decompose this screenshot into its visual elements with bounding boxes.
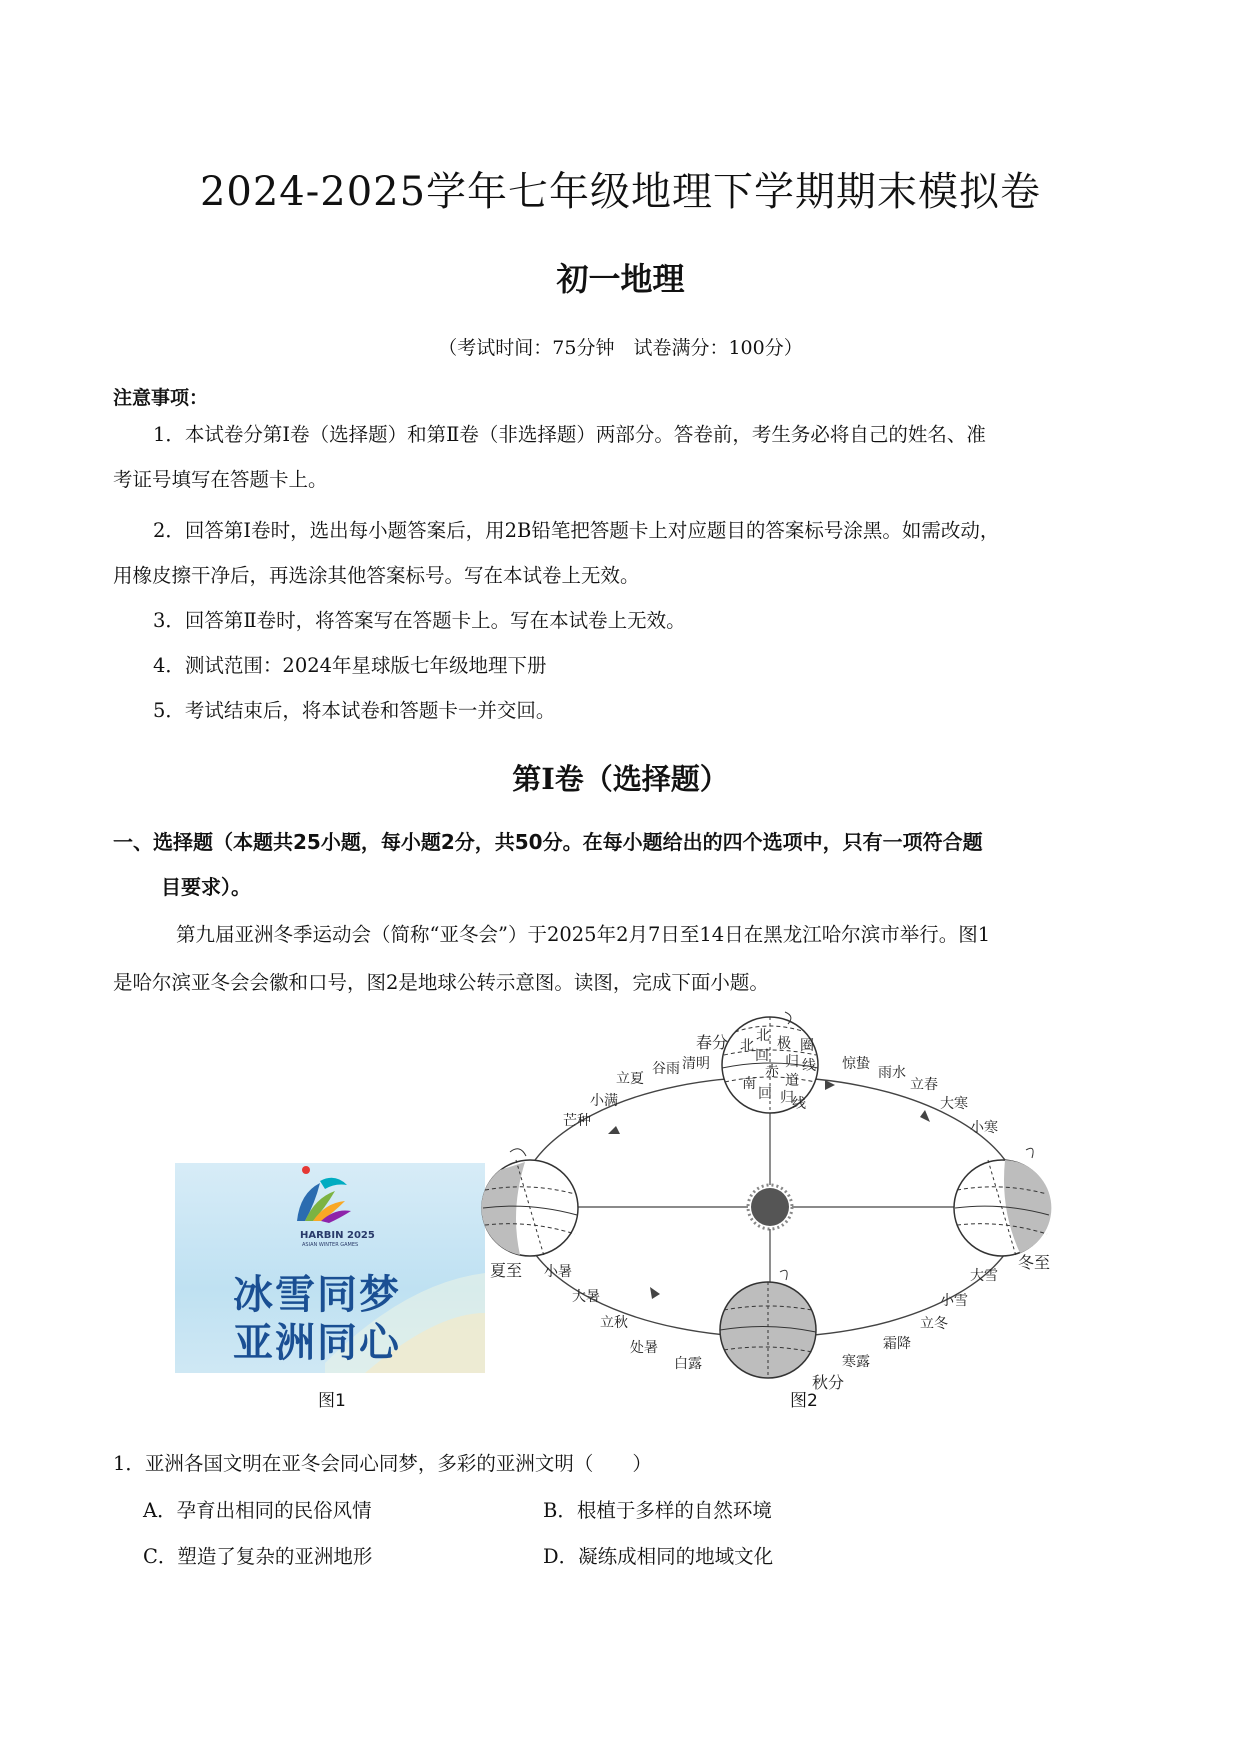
svg-text:小暑: 小暑 <box>544 1264 572 1280</box>
svg-text:清明: 清明 <box>682 1056 710 1072</box>
label-xiazhi: 夏至 <box>490 1261 523 1280</box>
question1-option-d: D．凝练成相同的地域文化 <box>543 1545 774 1568</box>
svg-text:线: 线 <box>792 1096 806 1112</box>
paper-title: 2024-2025学年七年级地理下学期期末模拟卷 <box>199 169 1042 215</box>
globe-summer <box>481 1149 578 1256</box>
notice-item-4: 4．测试范围：2024年星球版七年级地理下册 <box>153 654 547 677</box>
passage-line-2: 是哈尔滨亚冬会会徽和口号，图2是地球公转示意图。读图，完成下面小题。 <box>113 971 769 994</box>
svg-text:线: 线 <box>802 1058 816 1074</box>
notice-heading: 注意事项： <box>113 387 209 409</box>
svg-text:圈: 圈 <box>800 1038 814 1054</box>
label-dongzhi: 冬至 <box>1018 1253 1051 1272</box>
svg-text:归: 归 <box>780 1090 794 1106</box>
question1-stem: 1．亚洲各国文明在亚冬会同心同梦，多彩的亚洲文明（ ） <box>113 1452 652 1475</box>
notice-item-2a: 2．回答第Ⅰ卷时，选出每小题答案后，用2B铅笔把答题卡上对应题目的答案标号涂黑。如需改动， <box>153 519 1000 542</box>
sun-icon <box>748 1185 792 1229</box>
globe-winter <box>954 1148 1051 1256</box>
svg-text:北: 北 <box>756 1028 770 1044</box>
svg-text:立秋: 立秋 <box>600 1315 628 1331</box>
svg-text:大寒: 大寒 <box>940 1096 968 1112</box>
harbin-emblem-icon <box>297 1166 351 1223</box>
svg-text:惊蛰: 惊蛰 <box>842 1056 870 1072</box>
svg-text:极: 极 <box>777 1036 791 1052</box>
svg-text:小寒: 小寒 <box>970 1120 998 1136</box>
globe-autumn <box>720 1270 816 1378</box>
figure2-caption: 图2 <box>790 1391 818 1411</box>
question1-option-c: C．塑造了复杂的亚洲地形 <box>143 1545 373 1568</box>
svg-text:雨水: 雨水 <box>878 1065 906 1081</box>
figure2-orbit-diagram <box>480 1010 1080 1410</box>
question1-option-a: A．孕育出相同的民俗风情 <box>143 1499 372 1522</box>
figure1-caption: 图1 <box>318 1391 346 1411</box>
question1-option-b: B．根植于多样的自然环境 <box>543 1499 772 1522</box>
label-qiufen: 秋分 <box>812 1373 845 1392</box>
section-heading-line1: 一、选择题（本题共25小题，每小题2分，共50分。在每小题给出的四个选项中，只有一项符合题 <box>113 830 983 854</box>
svg-text:北: 北 <box>740 1038 754 1054</box>
label-chunfen: 春分 <box>696 1033 729 1052</box>
section-heading-line2: 目要求）。 <box>161 875 251 899</box>
svg-text:归: 归 <box>785 1054 799 1070</box>
passage-line-1: 第九届亚洲冬季运动会（简称“亚冬会”）于2025年2月7日至14日在黑龙江哈尔滨市举行。图1 <box>176 923 991 946</box>
section-heading <box>113 820 1133 910</box>
svg-text:小满: 小满 <box>590 1093 618 1109</box>
notice-item-2b: 用橡皮擦干净后，再选涂其他答案标号。写在本试卷上无效。 <box>113 564 640 587</box>
svg-text:南: 南 <box>742 1076 756 1092</box>
svg-text:立冬: 立冬 <box>920 1316 948 1332</box>
svg-text:回: 回 <box>758 1086 772 1102</box>
svg-text:大暑: 大暑 <box>572 1289 600 1305</box>
section-title: 第Ⅰ卷（选择题） <box>512 762 729 796</box>
svg-text:寒露: 寒露 <box>842 1354 870 1370</box>
svg-text:立夏: 立夏 <box>616 1071 644 1087</box>
svg-text:小雪: 小雪 <box>940 1293 968 1309</box>
svg-text:霜降: 霜降 <box>883 1336 911 1352</box>
slogan-line-2: 亚洲同心 <box>233 1320 401 1366</box>
logo-text: HARBIN 2025 <box>300 1230 375 1241</box>
notice-item-3: 3．回答第Ⅱ卷时，将答案写在答题卡上。写在本试卷上无效。 <box>153 609 686 632</box>
notice-item-1b: 考证号填写在答题卡上。 <box>113 468 328 491</box>
notice-item-5: 5．考试结束后，将本试卷和答题卡一并交回。 <box>153 699 556 722</box>
svg-text:白露: 白露 <box>674 1356 702 1372</box>
slogan-line-1: 冰雪同梦 <box>233 1272 401 1318</box>
paper-subtitle: 初一地理 <box>556 260 685 298</box>
svg-text:处暑: 处暑 <box>630 1340 658 1356</box>
svg-text:立春: 立春 <box>910 1077 938 1093</box>
svg-text:芒种: 芒种 <box>563 1113 591 1129</box>
exam-info: （考试时间：75分钟 试卷满分：100分） <box>438 337 803 359</box>
svg-text:回: 回 <box>755 1048 769 1064</box>
notice-item-1a: 1．本试卷分第Ⅰ卷（选择题）和第Ⅱ卷（非选择题）两部分。答卷前，考生务必将自己的姓名、准 <box>153 423 986 446</box>
svg-text:赤: 赤 <box>765 1064 779 1080</box>
svg-text:谷雨: 谷雨 <box>652 1061 680 1077</box>
svg-text:大雪: 大雪 <box>970 1268 998 1284</box>
figure1-logo-panel <box>175 1163 485 1373</box>
logo-subtext: ASIAN WINTER GAMES <box>302 1242 359 1248</box>
svg-text:道: 道 <box>785 1073 799 1089</box>
